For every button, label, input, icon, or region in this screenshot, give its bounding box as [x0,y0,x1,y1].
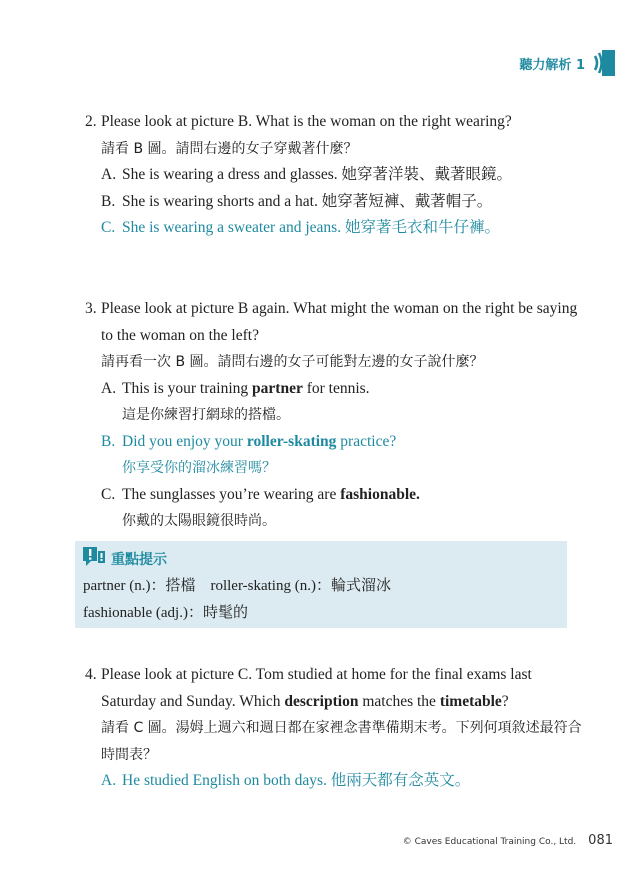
option-letter: A. [101,166,117,183]
option-a-correct [85,768,590,795]
option-text: Did you enjoy your roller-skating practice? [122,432,397,450]
option-a [85,162,590,189]
key-points-title: 重點提示 [111,552,167,568]
key-points-heading [83,547,167,571]
option-c-correct [85,215,590,242]
option-text: The sunglasses you’re wearing are fashionable. [122,485,420,503]
question-stem-en: Please look at picture B again. What might the woman on the right be saying to the woman on the left? [101,300,578,344]
option-text: He studied English on both days. 他兩天都有念英文。 [122,772,471,789]
option-translation: 你享受你的溜冰練習嗎？ [122,460,276,476]
question-stem-en: Please look at picture B. What is the woman on the right wearing? [101,113,512,130]
question-number: 2. [85,113,97,130]
question-stem-en: Please look at picture C. Tom studied at home for the final exams last Saturday and Sunday. Which description matches the timetable? [101,666,532,710]
question-4 [85,662,590,795]
question-stem-zh: 請看 C 圖。湯姆上週六和週日都在家裡念書準備期末考。下列何項敘述最符合時間表？ [101,720,582,763]
option-letter: B. [101,432,116,450]
option-letter: A. [101,772,117,789]
option-letter: A. [101,379,117,397]
option-c [85,482,590,509]
question-3 [85,296,590,535]
question-stem-zh: 請再看一次 B 圖。請問右邊的女子可能對左邊的女子說什麼？ [101,354,484,370]
option-letter: B. [101,192,116,210]
page-number: 081 [588,833,613,848]
option-text: She is wearing shorts and a hat. 她穿著短褲、戴著帽子。 [122,192,493,210]
option-a [85,376,590,403]
section-header-label: 聽力解析 1 [519,57,585,73]
key-points-box [75,541,567,628]
exclamation-icon [83,547,105,571]
option-text: This is your training partner for tennis. [122,379,370,397]
page-footer [403,833,613,848]
speaker-icon [593,50,615,76]
option-text: She is wearing a dress and glasses. 她穿著洋裝、戴著眼鏡。 [122,166,513,183]
question-2 [85,109,590,242]
question-number: 3. [85,300,97,317]
option-letter: C. [101,219,116,236]
option-translation: 你戴的太陽眼鏡很時尚。 [122,513,276,529]
copyright: © Caves Educational Training Co., Ltd. [402,837,577,847]
option-translation: 這是你練習打網球的搭檔。 [122,407,290,423]
key-points-line: partner (n.)：搭檔 roller-skating (n.)：輪式溜冰 [83,578,391,594]
question-number: 4. [85,666,97,683]
option-b [85,189,590,216]
option-b-correct [85,429,590,456]
section-header [519,50,615,76]
question-stem-zh: 請看 B 圖。請問右邊的女子穿戴著什麼？ [101,140,358,157]
option-letter: C. [101,485,116,503]
key-points-line: fashionable (adj.)：時髦的 [83,605,248,621]
option-text: She is wearing a sweater and jeans. 她穿著毛衣和牛仔褲。 [122,219,500,236]
